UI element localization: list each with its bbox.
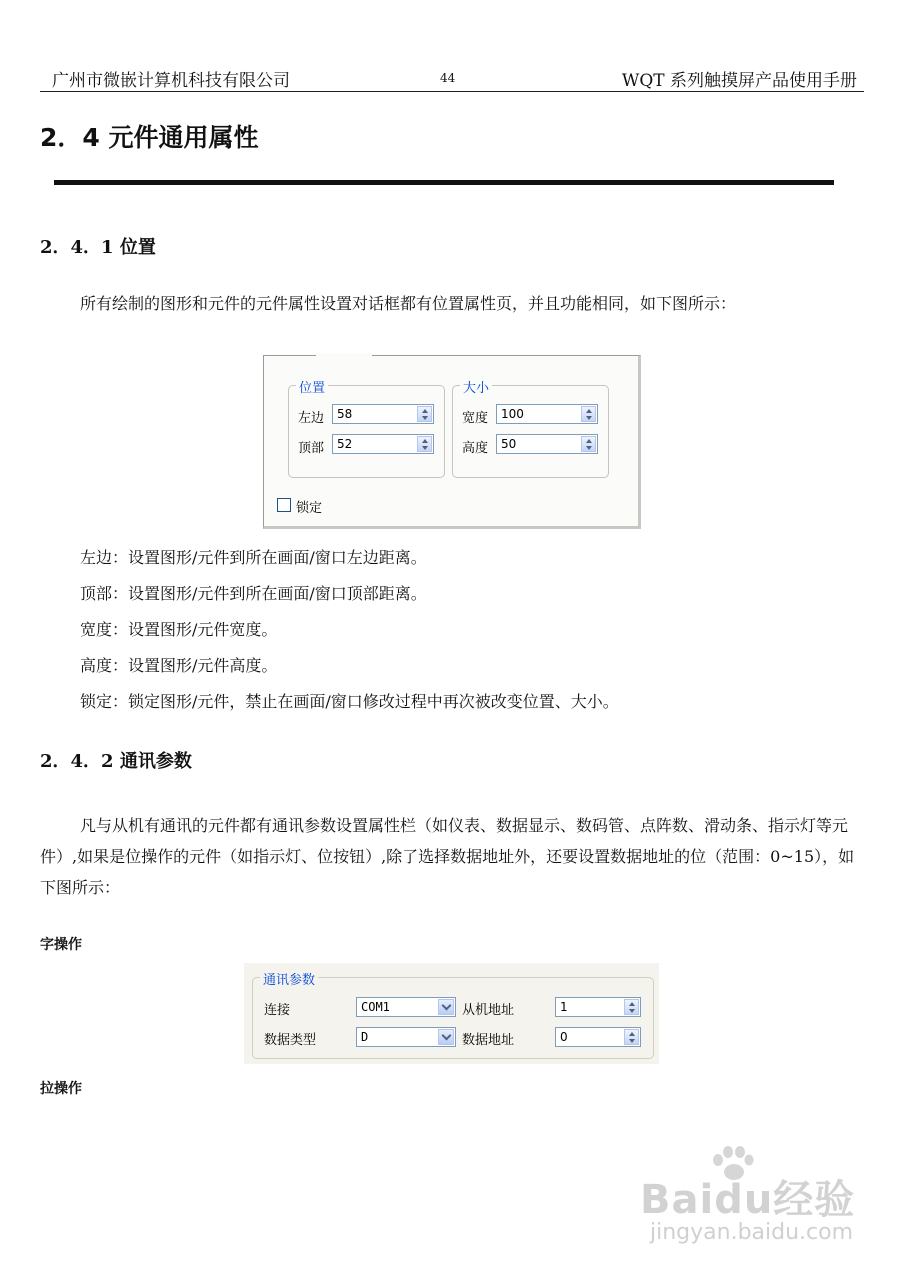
baidu-watermark [640, 1150, 870, 1250]
definition-height: 高度：设置图形/元件高度。 [80, 656, 278, 675]
spin-arrows-icon[interactable] [417, 406, 432, 422]
spin-arrows-icon[interactable] [581, 436, 596, 452]
header-rule [40, 91, 864, 92]
pull-op-label: 拉操作 [40, 1081, 82, 1097]
watermark-url: jingyan.baidu.com [650, 1220, 854, 1245]
height-label: 高度 [462, 441, 489, 456]
position-intro: 所有绘制的图形和元件的元件属性设置对话框都有位置属性页，并且功能相同，如下图所示： [80, 294, 737, 313]
page-number: 44 [440, 71, 456, 85]
lock-label: 锁定 [296, 501, 323, 516]
comm-property-panel [244, 963, 659, 1064]
definition-lock: 锁定：锁定图形/元件，禁止在画面/窗口修改过程中再次被改变位置、大小。 [80, 692, 619, 711]
connection-select[interactable] [356, 997, 456, 1017]
comm-group [252, 973, 654, 1059]
top-spinbox[interactable] [332, 434, 434, 454]
definition-width: 宽度：设置图形/元件宽度。 [80, 620, 278, 639]
comm-paragraph: 凡与从机有通讯的元件都有通讯参数设置属性栏（如仪表、数据显示、数码管、点阵数、滑动条、指示灯等元件）,如果是位操作的元件（如指示灯、位按钮）,除了选择数据地址外，还要设置数据地址的位（范围：0~15），如下图所示： [40, 816, 855, 897]
watermark-logo: Baidu经验 [640, 1177, 856, 1223]
connection-value: COM1 [361, 1000, 390, 1014]
data-type-label: 数据类型 [264, 1033, 317, 1048]
slave-address-value: 1 [560, 1000, 568, 1014]
data-address-value: 0 [560, 1030, 568, 1044]
left-label: 左边 [298, 411, 325, 426]
width-label: 宽度 [462, 411, 489, 426]
left-spinbox[interactable] [332, 404, 434, 424]
height-spinbox[interactable] [496, 434, 598, 454]
definition-left: 左边：设置图形/元件到所在画面/窗口左边距离。 [80, 548, 427, 567]
size-group [452, 381, 609, 478]
connection-label: 连接 [264, 1003, 291, 1018]
slave-address-label: 从机地址 [462, 1003, 515, 1018]
subsection-position-title: 2．4．1 位置 [40, 237, 156, 258]
data-address-spinbox[interactable] [555, 1027, 641, 1047]
chevron-down-icon[interactable] [438, 1029, 454, 1045]
definition-top: 顶部：设置图形/元件到所在画面/窗口顶部距离。 [80, 584, 427, 603]
chevron-down-icon[interactable] [438, 999, 454, 1015]
spin-arrows-icon[interactable] [624, 1029, 639, 1045]
slave-address-spinbox[interactable] [555, 997, 641, 1017]
data-type-value: D [361, 1030, 369, 1044]
width-spinbox[interactable] [496, 404, 598, 424]
section-rule [54, 180, 834, 185]
data-address-label: 数据地址 [462, 1033, 515, 1048]
section-title: 2．4 元件通用属性 [40, 123, 259, 152]
header-manual-title: WQT 系列触摸屏产品使用手册 [621, 71, 857, 91]
size-group-title: 大小 [460, 377, 492, 396]
top-label: 顶部 [298, 441, 325, 456]
subsection-comm-title: 2．4．2 通讯参数 [40, 751, 192, 772]
comm-group-title: 通讯参数 [260, 969, 318, 988]
data-type-select[interactable] [356, 1027, 456, 1047]
header-company: 广州市微嵌计算机科技有限公司 [52, 71, 290, 91]
top-value: 52 [337, 437, 353, 451]
width-value: 100 [501, 407, 524, 421]
left-value: 58 [337, 407, 353, 421]
position-group-title: 位置 [296, 377, 328, 396]
height-value: 50 [501, 437, 517, 451]
spin-arrows-icon[interactable] [624, 999, 639, 1015]
word-op-label: 字操作 [40, 937, 82, 953]
spin-arrows-icon[interactable] [417, 436, 432, 452]
spin-arrows-icon[interactable] [581, 406, 596, 422]
lock-checkbox[interactable] [277, 498, 291, 512]
position-group [288, 381, 445, 478]
position-property-panel [263, 355, 641, 529]
tab-gap [316, 353, 372, 356]
